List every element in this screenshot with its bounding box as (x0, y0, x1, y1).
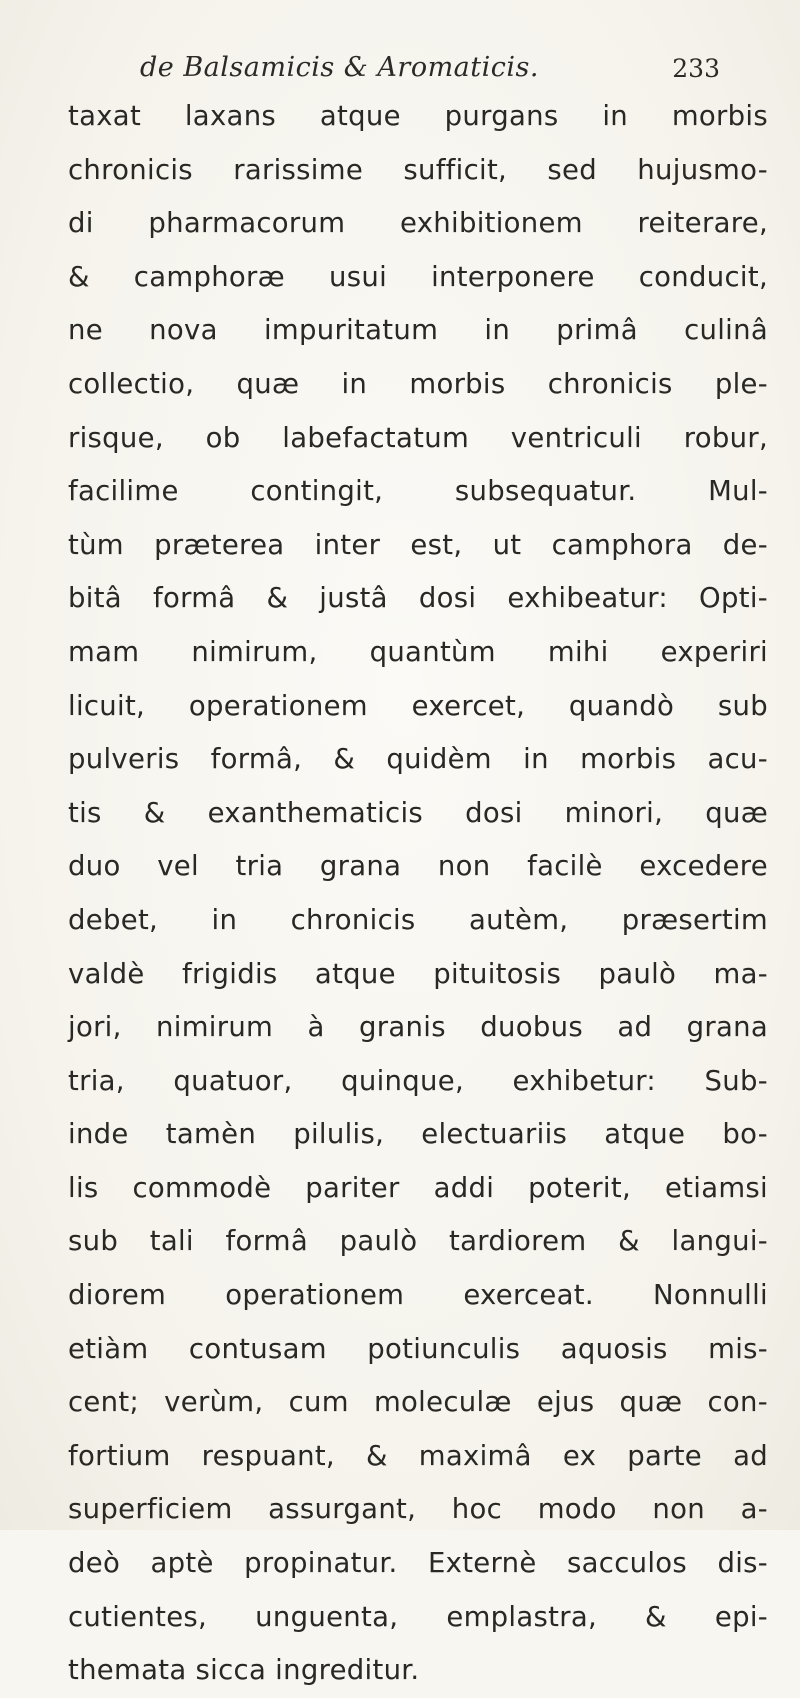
page-number: 233 (672, 54, 720, 83)
text-line: etiàm contusam potiunculis aquosis mis- (68, 1332, 768, 1365)
text-line: tis & exanthematicis dosi minori, quæ (68, 796, 768, 829)
text-line: valdè frigidis atque pituitosis paulò ma- (68, 957, 768, 990)
text-line: inde tamèn pilulis, electuariis atque bo- (68, 1118, 768, 1151)
text-line: diorem operationem exerceat. Nonnulli (68, 1279, 768, 1312)
text-line: debet, in chronicis autèm, præsertim (68, 903, 768, 936)
body-text (68, 90, 768, 1698)
text-line: & camphoræ usui interponere conducit, (68, 260, 768, 293)
running-head-title: de Balsamicis & Aromaticis. (140, 52, 539, 83)
text-line: tria, quatuor, quinque, exhibetur: Sub- (68, 1064, 768, 1097)
text-line: deò aptè propinatur. Externè sacculos dis- (68, 1547, 768, 1580)
text-line: facilime contingit, subsequatur. Mul- (68, 475, 768, 508)
text-line: di pharmacorum exhibitionem reiterare, (68, 207, 768, 240)
text-line: duo vel tria grana non facilè excedere (68, 850, 768, 883)
text-line: sub tali formâ paulò tardiorem & langui- (68, 1225, 768, 1258)
text-line: bitâ formâ & justâ dosi exhibeatur: Opti- (68, 582, 768, 615)
text-line: pulveris formâ, & quidèm in morbis acu- (68, 743, 768, 776)
text-line: ne nova impuritatum in primâ culinâ (68, 314, 768, 347)
text-line: jori, nimirum à granis duobus ad grana (68, 1011, 768, 1044)
text-line: cent; verùm, cum moleculæ ejus quæ con- (68, 1386, 768, 1419)
text-line: mam nimirum, quantùm mihi experiri (68, 635, 768, 668)
text-line: chronicis rarissime sufficit, sed hujusmo- (68, 153, 768, 186)
text-line: cutientes, unguenta, emplastra, & epi- (68, 1600, 768, 1633)
text-line: taxat laxans atque purgans in morbis (68, 100, 768, 132)
text-line: lis commodè pariter addi poterit, etiamsi (68, 1171, 768, 1204)
text-line: superficiem assurgant, hoc modo non a- (68, 1493, 768, 1526)
running-head (140, 52, 720, 92)
text-line: tùm præterea inter est, ut camphora de- (68, 528, 768, 561)
text-line: risque, ob labefactatum ventriculi robur, (68, 421, 768, 454)
text-line: fortium respuant, & maximâ ex parte ad (68, 1439, 768, 1472)
text-line: collectio, quæ in morbis chronicis ple- (68, 367, 768, 400)
text-line: themata sicca ingreditur. (68, 1654, 420, 1687)
text-line: licuit, operationem exercet, quandò sub (68, 689, 768, 722)
